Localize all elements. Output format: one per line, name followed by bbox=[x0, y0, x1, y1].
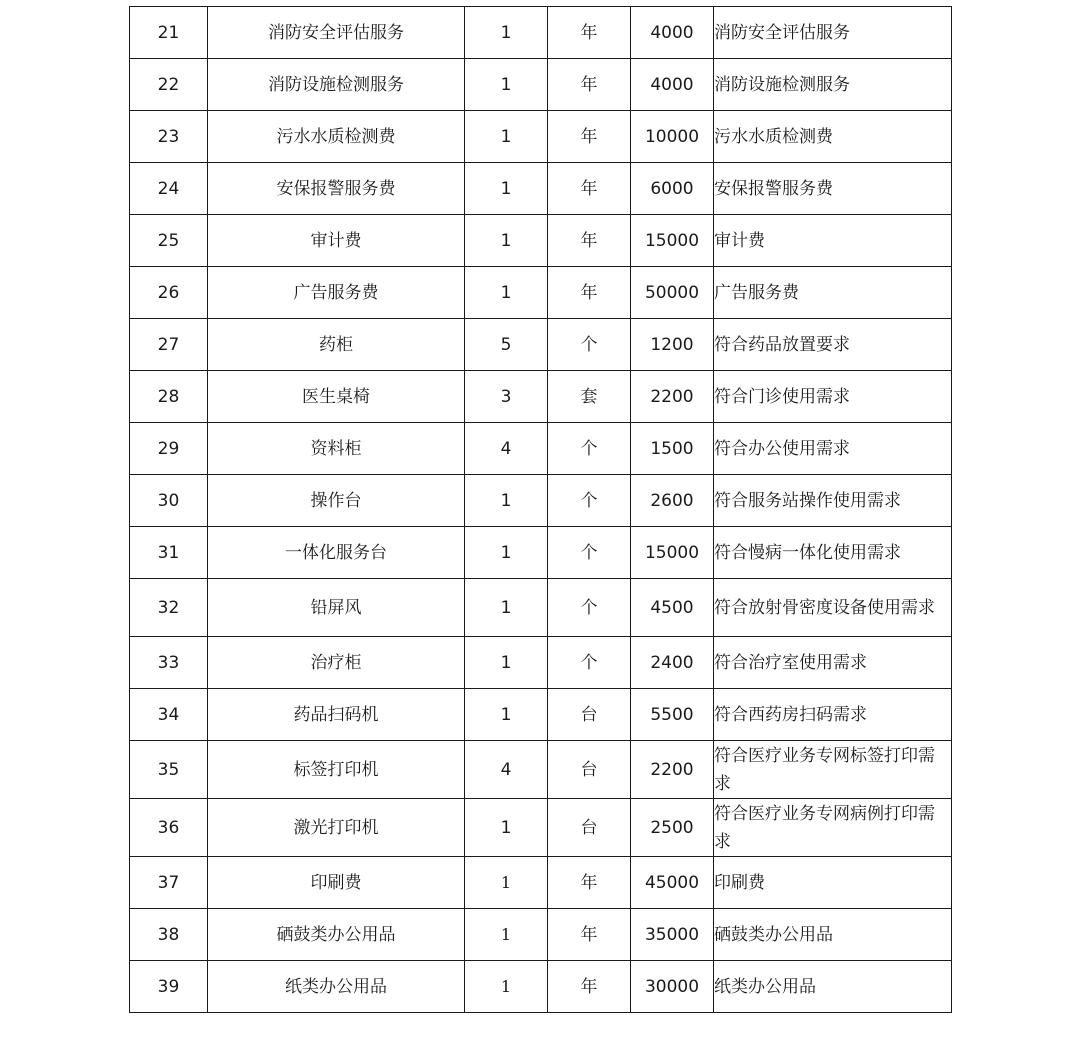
item-unit: 个 bbox=[548, 527, 631, 579]
item-name: 医生桌椅 bbox=[208, 371, 465, 423]
item-note: 符合门诊使用需求 bbox=[714, 371, 952, 423]
item-quantity: 1 bbox=[465, 579, 548, 637]
item-name: 药品扫码机 bbox=[208, 689, 465, 741]
item-price: 30000 bbox=[631, 961, 714, 1013]
item-name: 广告服务费 bbox=[208, 267, 465, 319]
item-number: 35 bbox=[130, 741, 208, 799]
item-number: 24 bbox=[130, 163, 208, 215]
item-number: 22 bbox=[130, 59, 208, 111]
item-price: 5500 bbox=[631, 689, 714, 741]
item-name: 硒鼓类办公用品 bbox=[208, 909, 465, 961]
item-number: 29 bbox=[130, 423, 208, 475]
item-quantity: 1 bbox=[465, 111, 548, 163]
item-number: 33 bbox=[130, 637, 208, 689]
item-note: 符合西药房扫码需求 bbox=[714, 689, 952, 741]
item-unit: 年 bbox=[548, 111, 631, 163]
item-name: 药柜 bbox=[208, 319, 465, 371]
item-note: 符合药品放置要求 bbox=[714, 319, 952, 371]
item-quantity: 4 bbox=[465, 741, 548, 799]
table-row bbox=[130, 857, 952, 909]
table-row bbox=[130, 579, 952, 637]
item-price: 2400 bbox=[631, 637, 714, 689]
item-quantity: 1 bbox=[465, 909, 548, 961]
item-unit: 年 bbox=[548, 267, 631, 319]
item-name: 资料柜 bbox=[208, 423, 465, 475]
item-number: 27 bbox=[130, 319, 208, 371]
item-price: 4000 bbox=[631, 59, 714, 111]
item-unit: 台 bbox=[548, 689, 631, 741]
item-price: 4000 bbox=[631, 7, 714, 59]
item-name: 铅屏风 bbox=[208, 579, 465, 637]
table-row bbox=[130, 961, 952, 1013]
item-quantity: 4 bbox=[465, 423, 548, 475]
table-row bbox=[130, 7, 952, 59]
item-number: 28 bbox=[130, 371, 208, 423]
item-quantity: 1 bbox=[465, 7, 548, 59]
item-quantity: 3 bbox=[465, 371, 548, 423]
item-note: 符合办公使用需求 bbox=[714, 423, 952, 475]
item-name: 纸类办公用品 bbox=[208, 961, 465, 1013]
table-row bbox=[130, 475, 952, 527]
item-note: 污水水质检测费 bbox=[714, 111, 952, 163]
item-quantity: 1 bbox=[465, 961, 548, 1013]
item-unit: 套 bbox=[548, 371, 631, 423]
table-row bbox=[130, 163, 952, 215]
item-quantity: 1 bbox=[465, 857, 548, 909]
item-quantity: 1 bbox=[465, 637, 548, 689]
item-price: 50000 bbox=[631, 267, 714, 319]
item-unit: 年 bbox=[548, 215, 631, 267]
item-price: 2500 bbox=[631, 799, 714, 857]
item-note: 广告服务费 bbox=[714, 267, 952, 319]
item-name: 激光打印机 bbox=[208, 799, 465, 857]
item-quantity: 1 bbox=[465, 475, 548, 527]
item-note: 审计费 bbox=[714, 215, 952, 267]
item-unit: 年 bbox=[548, 909, 631, 961]
item-quantity: 1 bbox=[465, 689, 548, 741]
item-number: 21 bbox=[130, 7, 208, 59]
item-number: 32 bbox=[130, 579, 208, 637]
table-row bbox=[130, 423, 952, 475]
item-price: 4500 bbox=[631, 579, 714, 637]
item-note: 符合医疗业务专网病例打印需求 bbox=[714, 799, 952, 857]
table-row bbox=[130, 689, 952, 741]
table-row bbox=[130, 371, 952, 423]
item-unit: 年 bbox=[548, 7, 631, 59]
table-row bbox=[130, 267, 952, 319]
item-unit: 个 bbox=[548, 319, 631, 371]
item-name: 治疗柜 bbox=[208, 637, 465, 689]
item-name: 操作台 bbox=[208, 475, 465, 527]
item-note: 消防设施检测服务 bbox=[714, 59, 952, 111]
item-number: 37 bbox=[130, 857, 208, 909]
item-price: 1500 bbox=[631, 423, 714, 475]
item-quantity: 5 bbox=[465, 319, 548, 371]
item-number: 39 bbox=[130, 961, 208, 1013]
item-name: 污水水质检测费 bbox=[208, 111, 465, 163]
item-unit: 年 bbox=[548, 163, 631, 215]
item-unit: 年 bbox=[548, 59, 631, 111]
item-name: 安保报警服务费 bbox=[208, 163, 465, 215]
item-number: 31 bbox=[130, 527, 208, 579]
item-price: 6000 bbox=[631, 163, 714, 215]
item-quantity: 1 bbox=[465, 59, 548, 111]
table-row bbox=[130, 111, 952, 163]
item-price: 2200 bbox=[631, 371, 714, 423]
table-row bbox=[130, 59, 952, 111]
item-quantity: 1 bbox=[465, 267, 548, 319]
item-unit: 年 bbox=[548, 961, 631, 1013]
item-unit: 年 bbox=[548, 857, 631, 909]
item-unit: 个 bbox=[548, 579, 631, 637]
item-number: 26 bbox=[130, 267, 208, 319]
item-price: 45000 bbox=[631, 857, 714, 909]
item-price: 15000 bbox=[631, 527, 714, 579]
item-note: 符合治疗室使用需求 bbox=[714, 637, 952, 689]
item-price: 10000 bbox=[631, 111, 714, 163]
table-row bbox=[130, 909, 952, 961]
item-number: 38 bbox=[130, 909, 208, 961]
table-row bbox=[130, 319, 952, 371]
item-note: 符合慢病一体化使用需求 bbox=[714, 527, 952, 579]
item-note: 纸类办公用品 bbox=[714, 961, 952, 1013]
item-quantity: 1 bbox=[465, 215, 548, 267]
item-unit: 个 bbox=[548, 637, 631, 689]
item-note: 符合服务站操作使用需求 bbox=[714, 475, 952, 527]
procurement-table bbox=[129, 6, 952, 1013]
item-unit: 台 bbox=[548, 799, 631, 857]
table-row bbox=[130, 215, 952, 267]
item-price: 1200 bbox=[631, 319, 714, 371]
table-row bbox=[130, 741, 952, 799]
table-row bbox=[130, 637, 952, 689]
item-unit: 台 bbox=[548, 741, 631, 799]
item-quantity: 1 bbox=[465, 527, 548, 579]
table-row bbox=[130, 527, 952, 579]
table-row bbox=[130, 799, 952, 857]
item-name: 标签打印机 bbox=[208, 741, 465, 799]
item-unit: 个 bbox=[548, 475, 631, 527]
item-name: 消防安全评估服务 bbox=[208, 7, 465, 59]
item-unit: 个 bbox=[548, 423, 631, 475]
item-number: 23 bbox=[130, 111, 208, 163]
item-name: 印刷费 bbox=[208, 857, 465, 909]
item-note: 安保报警服务费 bbox=[714, 163, 952, 215]
item-price: 35000 bbox=[631, 909, 714, 961]
item-number: 30 bbox=[130, 475, 208, 527]
item-price: 15000 bbox=[631, 215, 714, 267]
item-number: 25 bbox=[130, 215, 208, 267]
item-note: 符合放射骨密度设备使用需求 bbox=[714, 579, 952, 637]
item-price: 2200 bbox=[631, 741, 714, 799]
item-name: 消防设施检测服务 bbox=[208, 59, 465, 111]
item-note: 印刷费 bbox=[714, 857, 952, 909]
item-name: 审计费 bbox=[208, 215, 465, 267]
item-quantity: 1 bbox=[465, 799, 548, 857]
item-quantity: 1 bbox=[465, 163, 548, 215]
item-price: 2600 bbox=[631, 475, 714, 527]
item-number: 36 bbox=[130, 799, 208, 857]
item-note: 硒鼓类办公用品 bbox=[714, 909, 952, 961]
item-note: 消防安全评估服务 bbox=[714, 7, 952, 59]
item-note: 符合医疗业务专网标签打印需求 bbox=[714, 741, 952, 799]
item-name: 一体化服务台 bbox=[208, 527, 465, 579]
item-number: 34 bbox=[130, 689, 208, 741]
